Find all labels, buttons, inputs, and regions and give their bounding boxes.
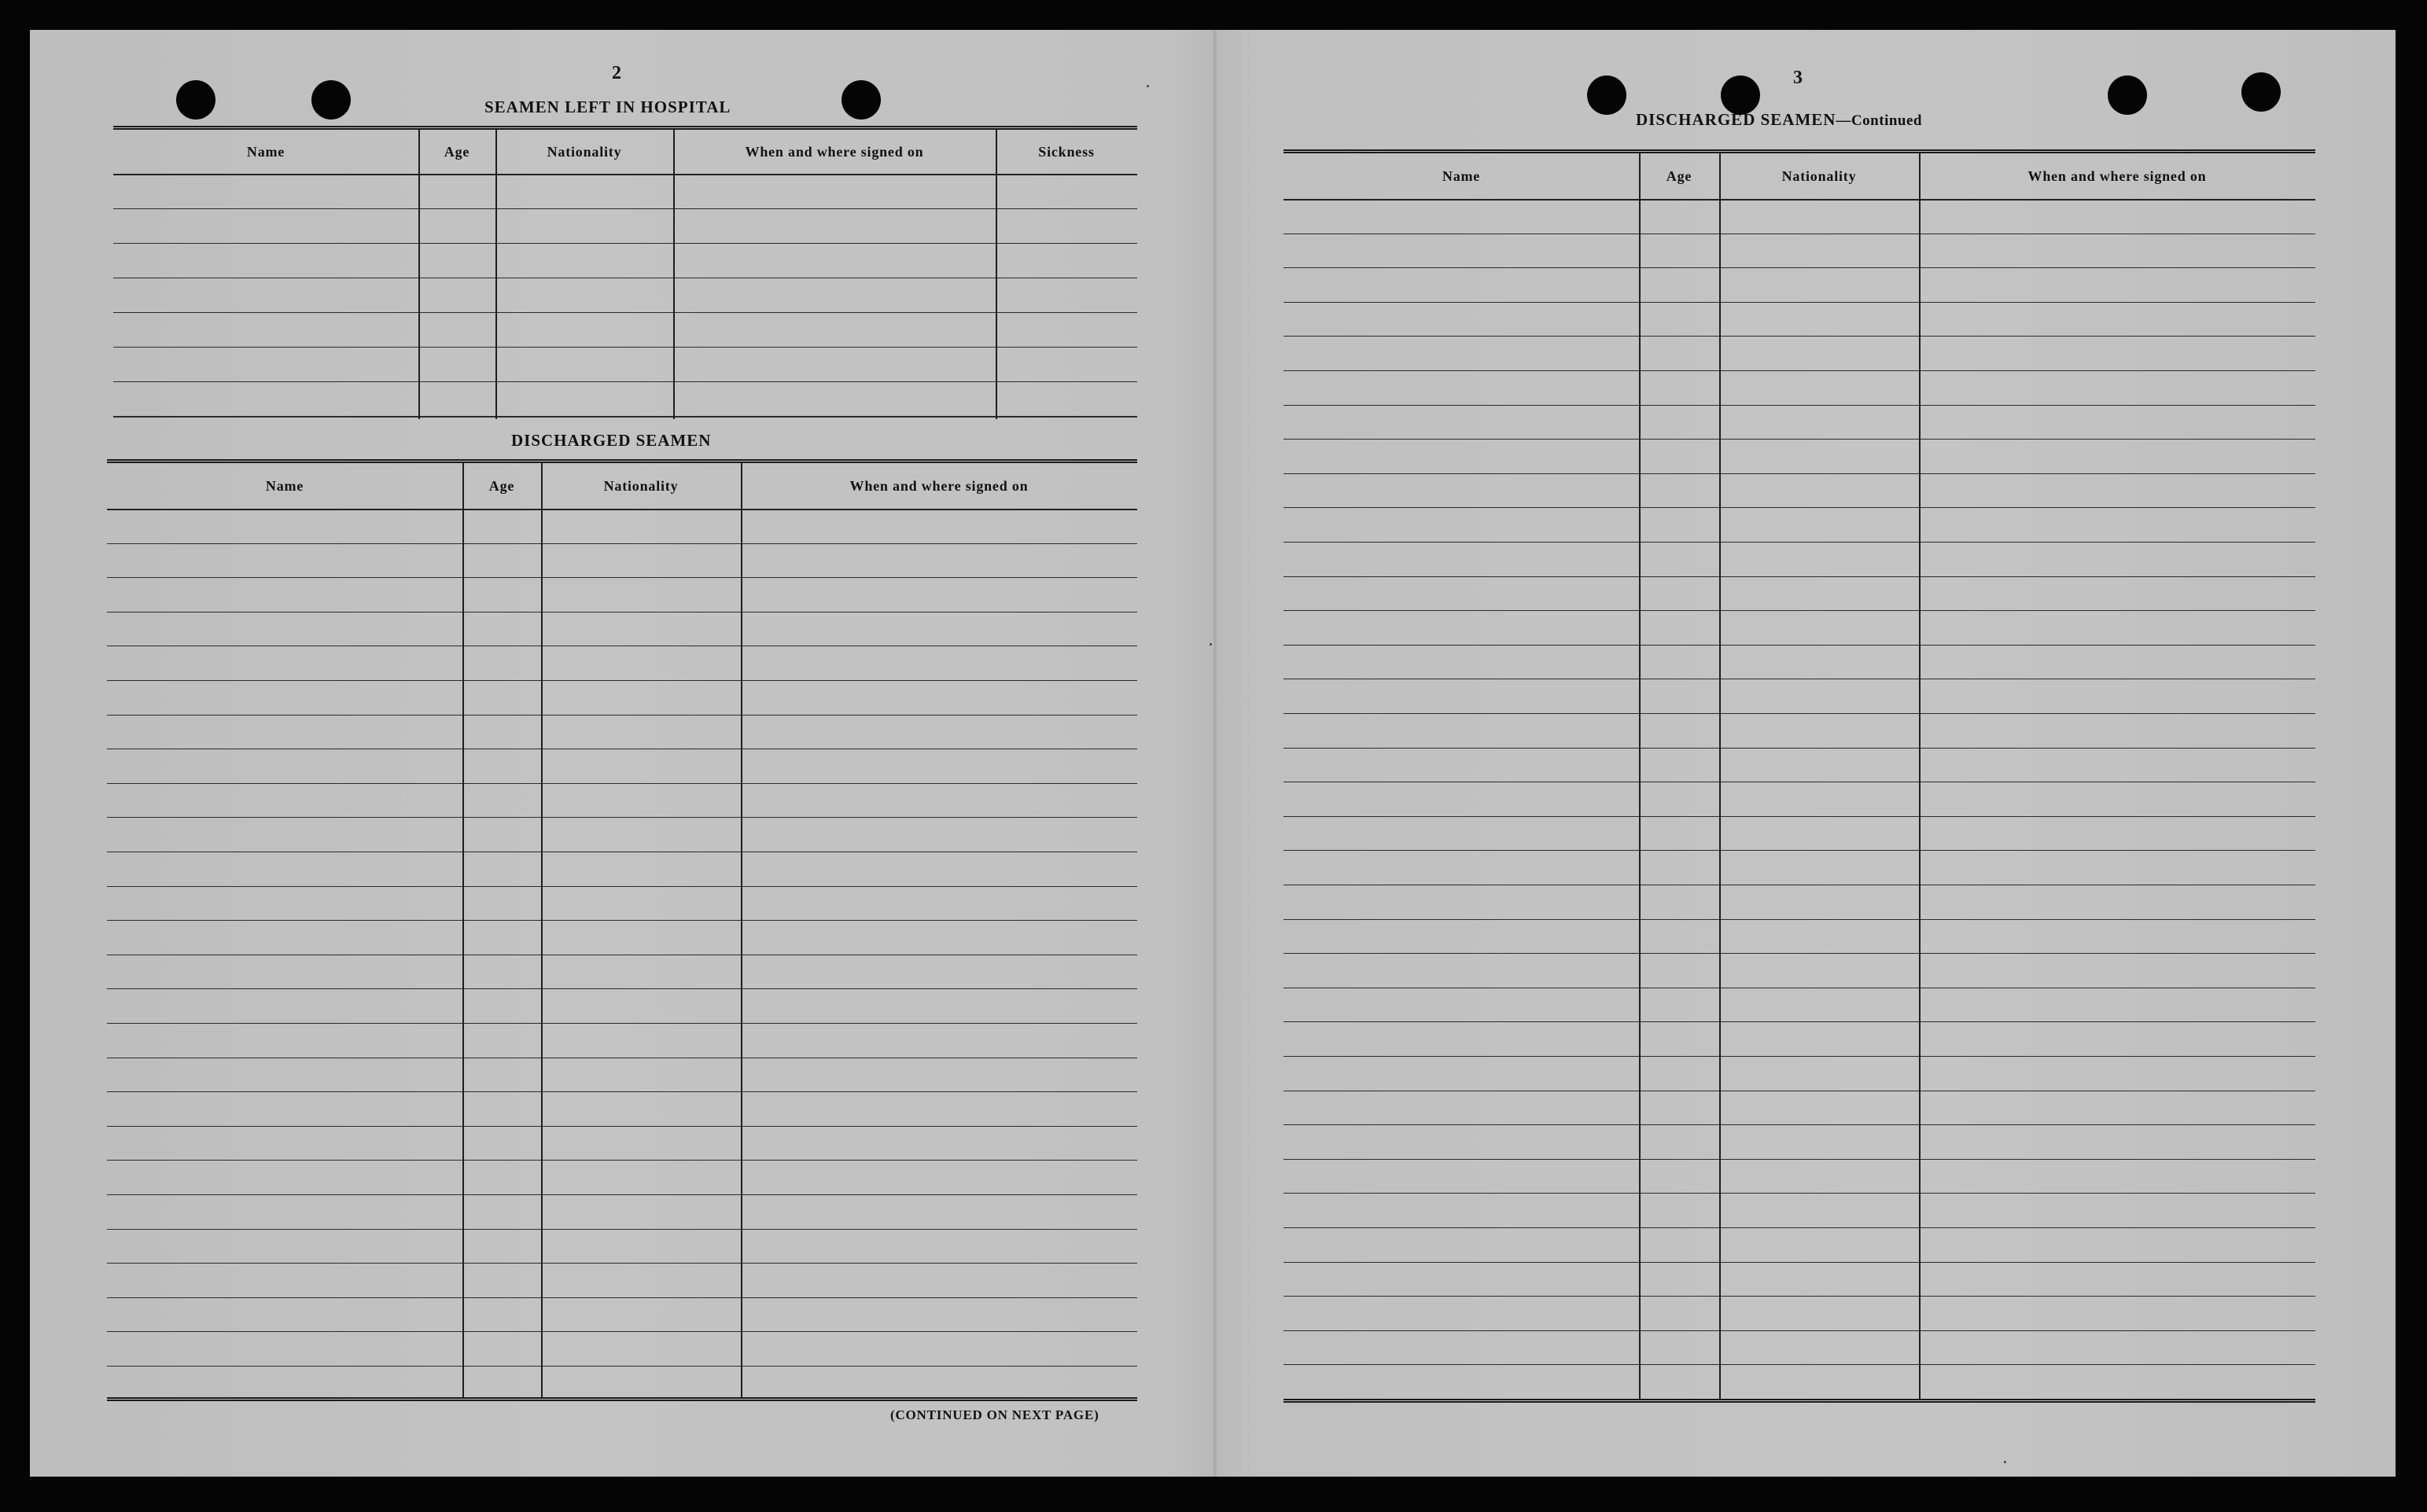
punch-hole	[1587, 75, 1626, 115]
continued-note: (CONTINUED ON NEXT PAGE)	[890, 1407, 1099, 1422]
col-header-name: Name	[1442, 167, 1481, 184]
table-row-line	[113, 312, 1137, 313]
discharged-table-header	[107, 463, 1137, 510]
punch-hole	[2108, 75, 2147, 115]
discharged-table	[107, 459, 1137, 1403]
hospital-table	[113, 126, 1137, 419]
table-row-line	[1283, 1364, 2315, 1365]
col-header-nationality: Nationality	[1781, 167, 1857, 184]
page-number-right: 3	[1793, 68, 1803, 88]
table-row-line	[107, 1194, 1137, 1195]
table-row-line	[107, 1160, 1137, 1161]
table-row-line	[107, 1091, 1137, 1092]
table-row-line	[113, 416, 1137, 418]
table-row-line	[1283, 1227, 2315, 1228]
table-row-line	[1283, 1124, 2315, 1125]
table-bottom-rule	[107, 1397, 1137, 1401]
table-row-line	[113, 243, 1137, 244]
col-header-age: Age	[444, 143, 470, 160]
table-row-line	[107, 543, 1137, 544]
table-row-line	[107, 1023, 1137, 1024]
table-row-line	[1283, 267, 2315, 268]
col-header-nationality: Nationality	[547, 143, 622, 160]
table-row-line	[107, 715, 1137, 716]
column-rule	[673, 130, 675, 419]
table-row-line	[113, 208, 1137, 209]
table-row-line	[1283, 1021, 2315, 1022]
column-rule	[1719, 153, 1721, 1400]
punch-hole	[2241, 72, 2281, 112]
table-row-line	[1283, 507, 2315, 508]
table-row-line	[1283, 336, 2315, 337]
col-header-signed-on: When and where signed on	[849, 477, 1029, 494]
table-row-line	[107, 920, 1137, 921]
column-rule	[741, 463, 742, 1399]
punch-hole	[1721, 75, 1760, 115]
paper-speck	[1210, 643, 1212, 646]
table-row-line	[1283, 645, 2315, 646]
table-row-line	[1283, 370, 2315, 371]
table-row-line	[107, 1366, 1137, 1367]
column-rule	[541, 463, 543, 1399]
table-row-line	[1283, 1193, 2315, 1194]
punch-hole	[311, 80, 351, 120]
table-row-line	[1283, 816, 2315, 817]
hospital-section-title: SEAMEN LEFT IN HOSPITAL	[484, 97, 731, 116]
page-fold	[1213, 30, 1217, 1477]
continued-title-suffix: —Continued	[1836, 112, 1922, 129]
table-row-line	[107, 1263, 1137, 1264]
paper-speck	[2004, 1461, 2006, 1463]
table-row-line	[1283, 953, 2315, 954]
table-row-line	[107, 1126, 1137, 1127]
table-row-line	[107, 886, 1137, 887]
col-header-sickness: Sickness	[1038, 143, 1095, 160]
table-row-line	[1283, 713, 2315, 714]
table-row-line	[1283, 610, 2315, 611]
table-row-line	[107, 1297, 1137, 1298]
continued-table-header	[1283, 153, 2315, 200]
table-row-line	[1283, 302, 2315, 303]
punch-hole	[176, 80, 215, 120]
table-row-line	[107, 612, 1137, 613]
table-row-line	[1283, 1262, 2315, 1263]
table-bottom-rule	[1283, 1399, 2315, 1403]
table-row-line	[1283, 748, 2315, 749]
table-row-line	[1283, 850, 2315, 851]
table-row-line	[113, 381, 1137, 382]
column-rule	[1639, 153, 1641, 1400]
page-number-left: 2	[612, 63, 621, 83]
table-row-line	[1283, 919, 2315, 920]
col-header-age: Age	[488, 477, 515, 494]
punch-hole	[842, 80, 881, 120]
column-rule	[495, 130, 497, 419]
table-row-line	[107, 783, 1137, 784]
ledger-spread	[30, 30, 2396, 1477]
table-row-line	[107, 817, 1137, 818]
table-row-line	[107, 1331, 1137, 1332]
table-row-line	[107, 680, 1137, 681]
column-rule	[996, 130, 997, 419]
column-rule	[418, 130, 420, 419]
table-row-line	[1283, 576, 2315, 577]
table-row-line	[1283, 405, 2315, 406]
paper-speck	[1147, 85, 1149, 87]
discharged-section-title: DISCHARGED SEAMEN	[511, 431, 712, 450]
table-row-line	[1283, 1159, 2315, 1160]
col-header-name: Name	[246, 143, 285, 160]
col-header-signed-on: When and where signed on	[2027, 167, 2207, 184]
table-row-line	[107, 988, 1137, 989]
col-header-age: Age	[1666, 167, 1692, 184]
column-rule	[1919, 153, 1921, 1400]
continued-title-main: DISCHARGED SEAMEN	[1636, 110, 1836, 129]
table-row-line	[1283, 542, 2315, 543]
hospital-table-header	[113, 130, 1137, 175]
table-row-line	[1283, 473, 2315, 474]
column-rule	[462, 463, 464, 1399]
table-row-line	[1283, 1330, 2315, 1331]
table-row-line	[107, 1229, 1137, 1230]
table-row-line	[113, 347, 1137, 348]
col-header-signed-on: When and where signed on	[745, 143, 924, 160]
table-row-line	[1283, 1056, 2315, 1057]
col-header-nationality: Nationality	[603, 477, 679, 494]
table-row-line	[1283, 1296, 2315, 1297]
table-row-line	[1283, 439, 2315, 440]
discharged-continued-table	[1283, 149, 2315, 1405]
continued-section-title	[1636, 110, 1922, 130]
table-row-line	[107, 577, 1137, 578]
col-header-name: Name	[265, 477, 304, 494]
